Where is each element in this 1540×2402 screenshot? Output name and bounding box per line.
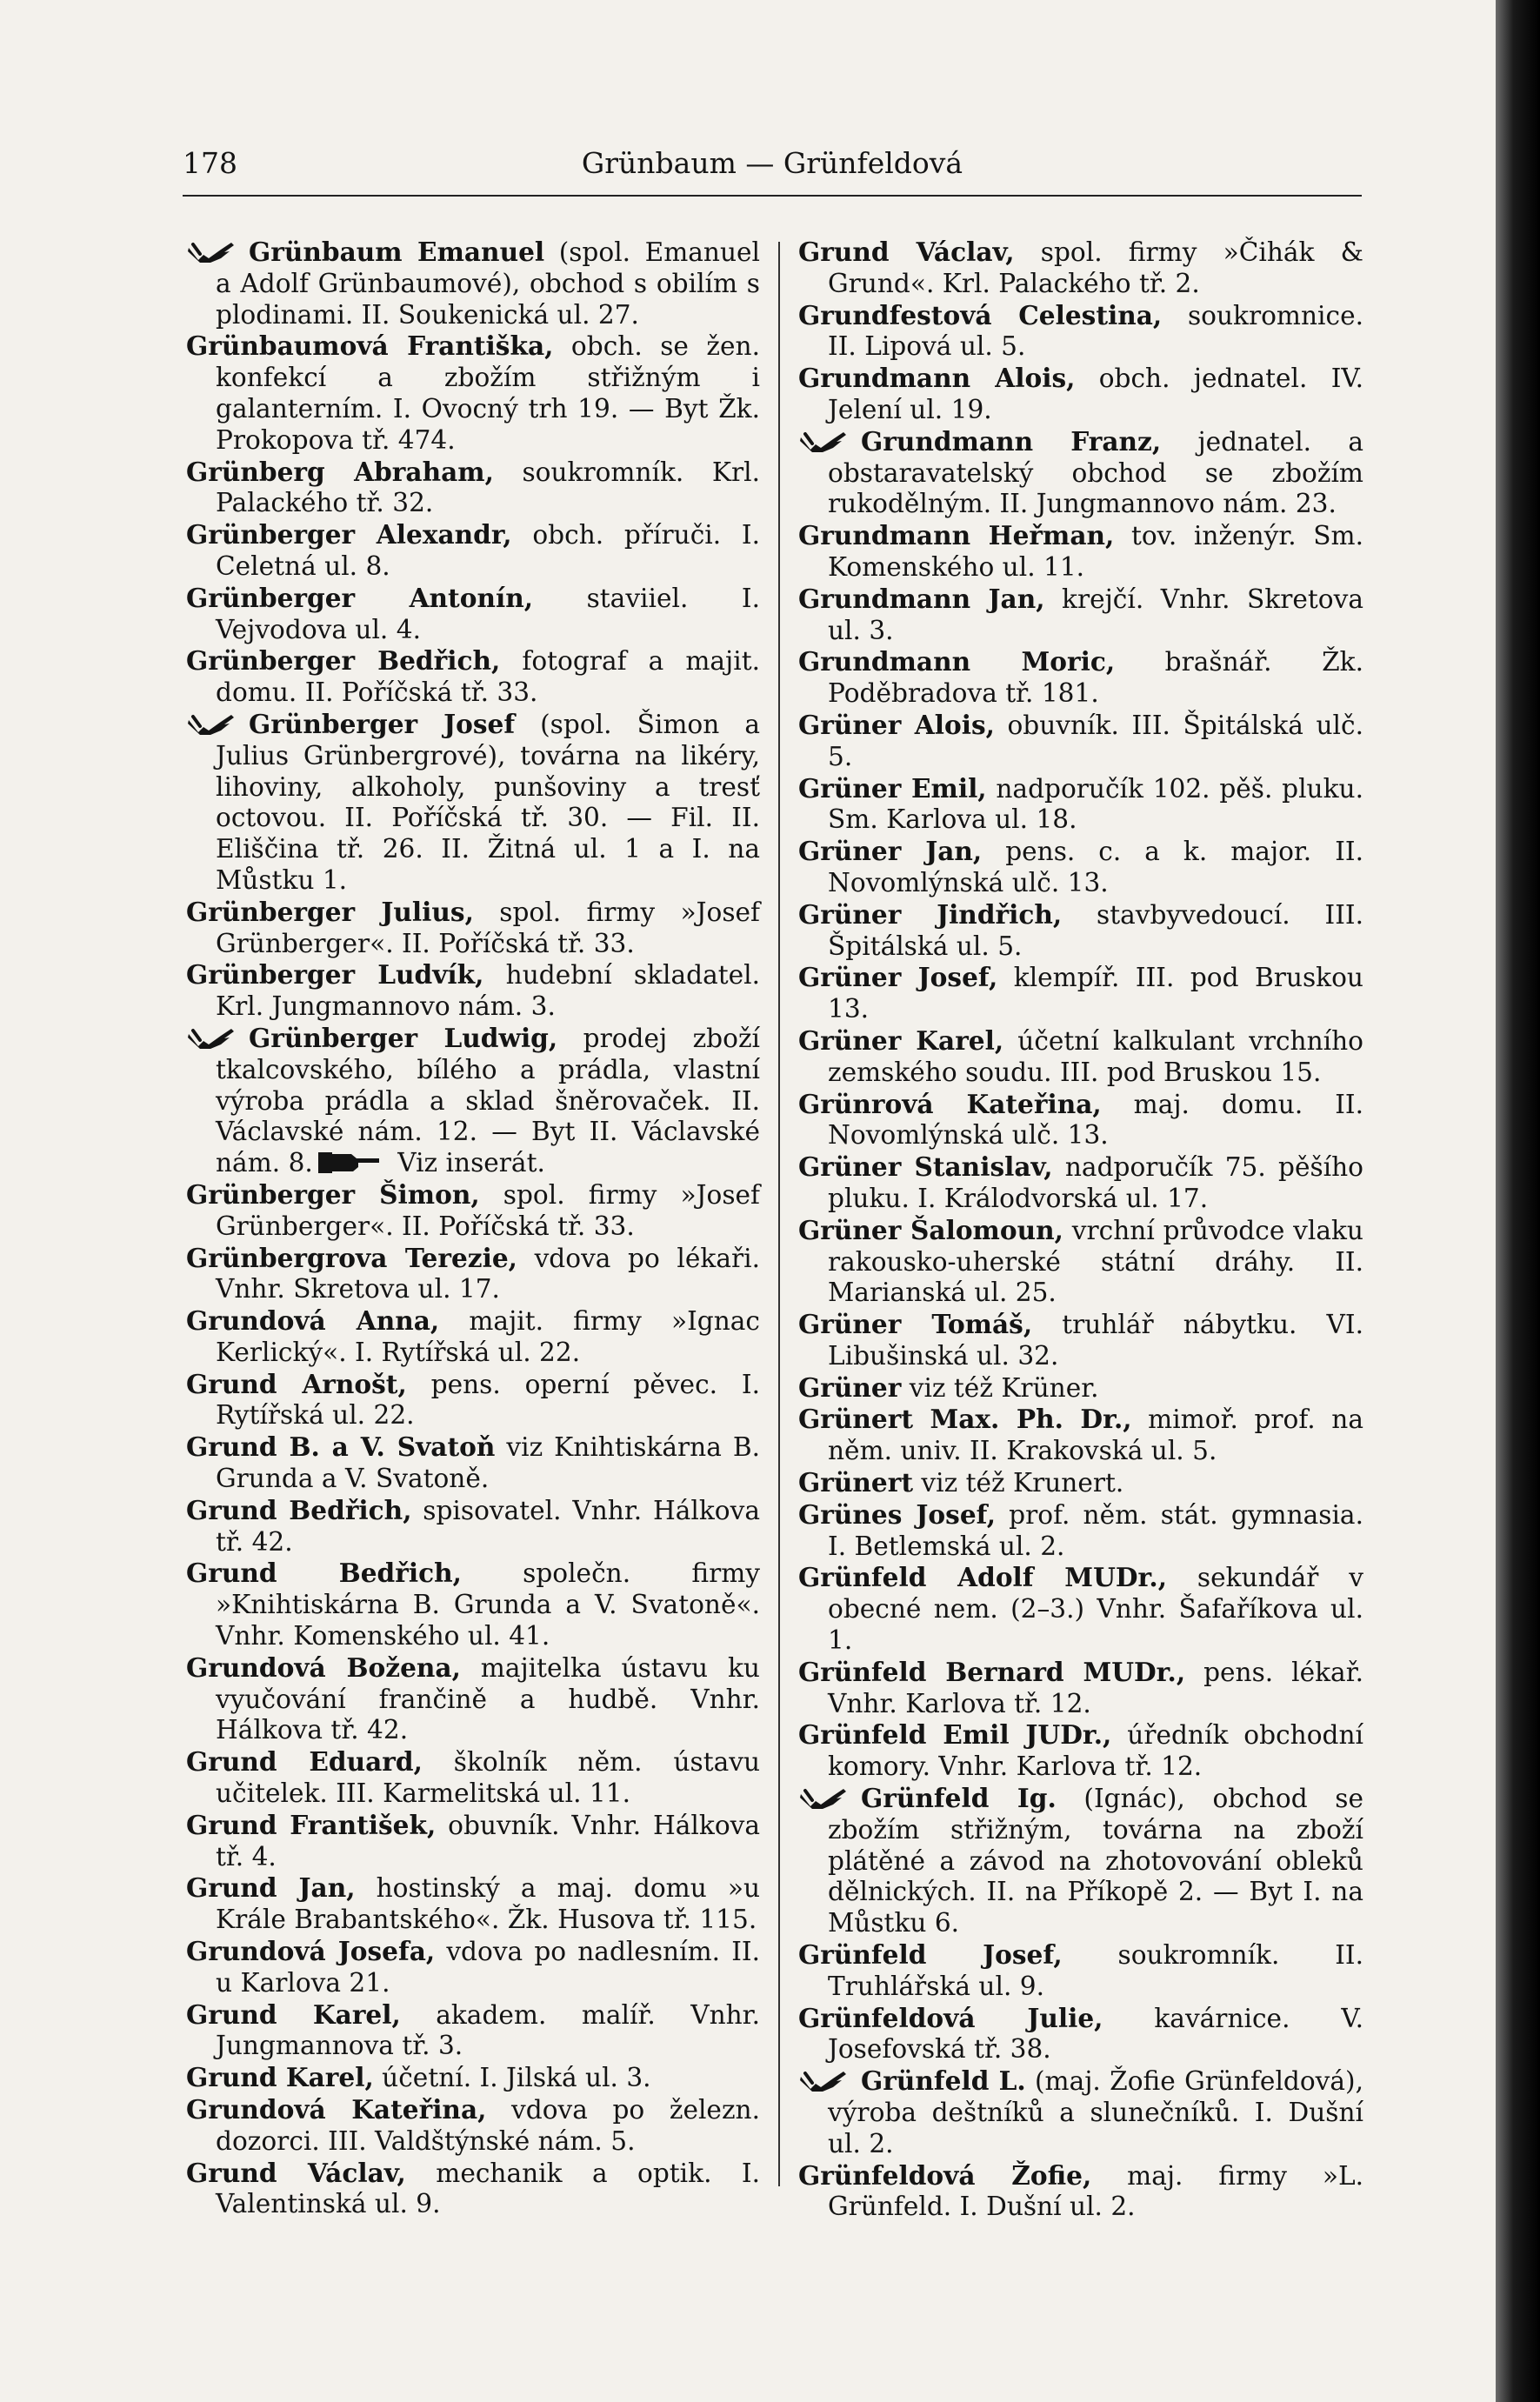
entry-details: prof. něm. stát. gymnasia. I. Betlemská ul. 2. — [828, 1499, 1363, 1561]
entry-name: Grünberger Bedřich, — [186, 645, 501, 677]
book-spine-shadow — [1496, 0, 1540, 2402]
entry-name: Grundová Božena, — [186, 1651, 461, 1683]
entry-name: Grund Eduard, — [186, 1746, 423, 1778]
entry-name: Grüner Tomáš, — [798, 1309, 1033, 1340]
entry-details: viz též Krüner. — [901, 1372, 1099, 1403]
entry-details: soukromnice. II. Lipová ul. 5. — [828, 300, 1363, 362]
directory-entry — [186, 1243, 760, 1306]
entry-details: soukromník. II. Truhlářská ul. 9. — [828, 1940, 1363, 2001]
directory-entry — [798, 1467, 1363, 1499]
entry-details: majit. firmy »Ignac Kerlický«. I. Rytířská ul. 22. — [216, 1306, 760, 1367]
directory-entry — [798, 2065, 1363, 2159]
entry-details: soukromník. Krl. Palackého tř. 32. — [216, 457, 761, 518]
entry-name: Grünberger Alexandr, — [186, 519, 512, 550]
entry-details: brašnář. Žk. Poděbradova tř. 181. — [828, 647, 1363, 709]
entry-name: Grünbaum Emanuel — [249, 237, 545, 267]
entry-details: nadporučík 75. pěšího pluku. I. Králodvorská ul. 17. — [828, 1152, 1363, 1213]
entry-details: fotograf a majit. domu. II. Poříčská tř. 33. — [216, 646, 760, 708]
entry-name: Grünfeldová Julie, — [798, 2002, 1103, 2033]
entry-details: spol. firmy »Josef Grünberger«. II. Poříčská tř. 33. — [216, 1179, 760, 1241]
entry-details: obch. příruči. I. Celetná ul. 8. — [216, 520, 760, 581]
directory-entry — [186, 897, 760, 960]
entry-details: společn. firmy »Knihtiskárna B. Grunda a V. Svatoně«. Vnhr. Komenského ul. 41. — [216, 1558, 760, 1651]
entry-name: Grundová Anna, — [186, 1305, 440, 1337]
entry-name: Grüner Emil, — [798, 772, 987, 804]
entry-details: pens. c. a k. major. II. Novomlýnská ulč. 13. — [828, 837, 1363, 897]
directory-entry — [186, 1179, 760, 1243]
entry-details: viz též Krunert. — [913, 1468, 1124, 1498]
directory-entry — [186, 519, 760, 583]
entry-details: nadporučík 102. pěš. pluku. Sm. Karlova ul. 18. — [828, 773, 1364, 835]
entry-name: Grünfeld L. — [861, 2065, 1026, 2097]
entry-details: obuvník. Vnhr. Hálkova tř. 4. — [216, 1810, 760, 1872]
entry-name: Grüner Šalomoun, — [798, 1214, 1063, 1245]
pointing-finger-icon — [317, 1151, 381, 1175]
entry-details: účetní kalkulant vrchního zemského soudu. III. pod Bruskou 15. — [828, 1025, 1364, 1087]
directory-entry — [798, 1372, 1363, 1405]
entry-name: Grundmann Jan, — [798, 583, 1045, 614]
directory-entry — [798, 1309, 1363, 1372]
directory-entry — [186, 1558, 760, 1651]
entry-details: vdova po železn. dozorci. III. Valdštýnské nám. 5. — [216, 2095, 761, 2156]
entry-name: Grüner Jan, — [798, 836, 983, 867]
entry-name: Grünert — [798, 1467, 913, 1498]
entry-details: (Ignác), obchod se zbožím střižným, továrna na zboží plátěné a závod na zhotovování obleků dělnických. II. na Příkopě 2. — Byt I. na Můstku 6. — [828, 1784, 1363, 1938]
inserat-reference: Viz inserát. — [389, 1148, 545, 1178]
directory-entry — [186, 709, 760, 897]
entry-details: obch. jednatel. IV. Jelení ul. 19. — [828, 364, 1363, 424]
entry-name: Grundfestová Celestina, — [798, 299, 1163, 330]
entry-details: spisovatel. Vnhr. Hálkova tř. 42. — [216, 1495, 760, 1557]
entry-details: mimoř. prof. na něm. univ. II. Krakovská ul. 5. — [828, 1405, 1363, 1466]
entry-name: Grüner Alois, — [798, 709, 995, 740]
pointing-hand-mark-icon — [798, 1785, 849, 1810]
directory-entry — [186, 1431, 760, 1495]
entry-details: viz Knihtiskárna B. Grunda a V. Svatoně. — [216, 1432, 760, 1494]
entry-details: krejčí. Vnhr. Skretova ul. 3. — [828, 584, 1363, 645]
entry-name: Grund Karel, — [186, 1998, 401, 2030]
entry-details: mechanik a optik. I. Valentinská ul. 9. — [216, 2158, 760, 2219]
directory-entry — [186, 1746, 760, 1810]
entry-details: maj. firmy »L. Grünfeld. I. Dušní ul. 2. — [828, 2160, 1364, 2222]
directory-entry — [186, 330, 760, 456]
entry-name: Grünberg Abraham, — [186, 456, 494, 487]
directory-entry — [186, 237, 760, 330]
entry-details: pens. operní pěvec. I. Rytířská ul. 22. — [216, 1369, 760, 1431]
directory-entry — [798, 1089, 1363, 1152]
directory-entry — [186, 1652, 760, 1746]
directory-entry — [798, 1404, 1363, 1467]
entry-name: Grünbaumová Františka, — [186, 330, 554, 362]
entry-details: (maj. Žofie Grünfeldová), výroba deštníků a slunečníků. I. Dušní ul. 2. — [828, 2066, 1363, 2158]
pointing-hand-mark-icon — [798, 2068, 849, 2092]
entry-name: Grünes Josef, — [798, 1498, 997, 1530]
directory-entry — [186, 1023, 760, 1179]
entry-details: staviiel. I. Vejvodova ul. 4. — [216, 583, 761, 644]
entry-name: Grünberger Ludwig, — [249, 1022, 558, 1053]
entry-name: Grüner Jindřich, — [798, 898, 1063, 930]
directory-entry — [186, 2062, 760, 2094]
entry-name: Grüner Stanislav, — [798, 1151, 1053, 1183]
directory-entry — [186, 645, 760, 709]
directory-entry — [798, 1562, 1363, 1656]
directory-entry — [798, 1025, 1363, 1089]
directory-entry — [798, 520, 1363, 584]
entry-details: kavárnice. V. Josefovská tř. 38. — [828, 2003, 1363, 2065]
entry-name: Grünberger Julius, — [186, 896, 474, 927]
entry-name: Grünfeld Emil JUDr., — [798, 1719, 1112, 1751]
entry-name: Grund Arnošt, — [186, 1368, 407, 1399]
entry-details: sekundář v obecné nem. (2–3.) Vnhr. Šafaříkova ul. 1. — [828, 1563, 1363, 1656]
directory-entry — [186, 1305, 760, 1369]
entry-name: Grünbergrova Terezie, — [186, 1242, 517, 1273]
entry-name: Grund Bedřich, — [186, 1558, 462, 1589]
pointing-hand-mark-icon — [186, 239, 237, 264]
directory-entry — [798, 584, 1363, 647]
directory-entry — [798, 237, 1363, 300]
entry-details: obch. se žen. konfekcí a zbožím střižným i galanterním. I. Ovocný trh 19. — Byt Žk. Prokopova tř. 474. — [216, 331, 761, 455]
entry-name: Grund Václav, — [186, 2157, 406, 2188]
directory-entry — [186, 2158, 760, 2221]
entry-name: Grundmann Alois, — [798, 363, 1076, 394]
directory-entry — [798, 836, 1363, 899]
entry-name: Grünert Max. Ph. Dr., — [798, 1404, 1132, 1435]
column-divider — [778, 242, 780, 2186]
entry-details: maj. domu. II. Novomlýnská ulč. 13. — [828, 1089, 1364, 1151]
entry-name: Grundmann Heřman, — [798, 520, 1115, 551]
directory-entry — [798, 363, 1363, 426]
directory-entry — [798, 426, 1363, 520]
directory-entry — [798, 1499, 1363, 1563]
directory-entry — [798, 646, 1363, 710]
entry-details: vdova po lékaři. Vnhr. Skretova ul. 17. — [216, 1243, 760, 1304]
pointing-hand-mark-icon — [798, 429, 849, 453]
entry-details: spol. firmy »Josef Grünberger«. II. Poříčská tř. 33. — [216, 897, 760, 958]
entry-name: Grüner Karel, — [798, 1024, 1004, 1056]
entry-details: stavbyvedoucí. III. Špitálská ul. 5. — [828, 899, 1363, 961]
directory-entry — [798, 773, 1363, 837]
entry-details: účetní. I. Jilská ul. 3. — [373, 2063, 651, 2093]
entry-name: Grünfeld Ig. — [861, 1783, 1057, 1814]
entry-name: Grünberger Josef — [249, 708, 516, 739]
entry-details: školník něm. ústavu učitelek. III. Karmelitská ul. 11. — [216, 1747, 761, 1809]
entry-name: Grünfeld Adolf MUDr., — [798, 1562, 1168, 1593]
pointing-hand-mark-icon — [186, 1025, 237, 1050]
entry-name: Grund Karel, — [186, 2062, 374, 2093]
entry-name: Grundová Josefa, — [186, 1936, 436, 1967]
directory-entry — [186, 959, 760, 1023]
entry-details: klempíř. III. pod Bruskou 13. — [828, 963, 1363, 1024]
entry-name: Grünfeld Josef, — [798, 1939, 1063, 1971]
right-column — [798, 237, 1363, 2223]
entry-name: Grund Jan, — [186, 1872, 356, 1904]
directory-entry — [186, 1369, 760, 1432]
directory-entry — [186, 1810, 760, 1873]
entry-details: hudební skladatel. Krl. Jungmannovo nám. 3. — [216, 960, 761, 1022]
entry-details: hostinský a maj. domu »u Krále Brabantského«. Žk. Husova tř. 115. — [216, 1873, 761, 1935]
directory-entry — [798, 300, 1363, 364]
directory-entry — [798, 1151, 1363, 1215]
directory-entry — [798, 1939, 1363, 2003]
directory-entry — [798, 1719, 1363, 1783]
entry-name: Grünrová Kateřina, — [798, 1088, 1102, 1119]
entry-details: tov. inženýr. Sm. Komenského ul. 11. — [828, 521, 1363, 582]
entry-details: (spol. Emanuel a Adolf Grünbaumové), obchod s obilím s plodinami. II. Soukenická ul. 27. — [216, 237, 760, 330]
directory-entry — [186, 457, 760, 520]
directory-entry — [186, 1936, 760, 1999]
directory-entry — [186, 1872, 760, 1936]
entry-details: vrchní průvodce vlaku rakousko-uherské státní dráhy. II. Marianská ul. 25. — [828, 1215, 1363, 1308]
entry-name: Grünfeld Bernard MUDr., — [798, 1656, 1186, 1687]
entry-details: spol. firmy »Čihák & Grund«. Krl. Palackého tř. 2. — [828, 237, 1363, 298]
entry-details: majitelka ústavu ku vyučování frančině a hudbě. Vnhr. Hálkova tř. 42. — [216, 1652, 760, 1745]
entry-details: vdova po nadlesním. II. u Karlova 21. — [216, 1937, 760, 1998]
directory-entry — [798, 962, 1363, 1025]
entry-name: Grünberger Ludvík, — [186, 959, 484, 991]
entry-name: Grünfeldová Žofie, — [798, 2159, 1092, 2191]
entry-name: Grünberger Šimon, — [186, 1178, 480, 1210]
left-column — [186, 237, 760, 2220]
entry-details: (spol. Šimon a Julius Grünbergrové), továrna na likéry, lihoviny, alkoholy, punšoviny a tresť octovou. II. Poříčská tř. 30. — Fil. II. Eliščina tř. 26. II. Žitná ul. 1 a I. na Můstku 1. — [216, 709, 760, 895]
entry-details: úředník obchodní komory. Vnhr. Karlova tř. 12. — [828, 1720, 1363, 1782]
directory-entry — [798, 899, 1363, 963]
directory-entry — [798, 1215, 1363, 1309]
entry-name: Grund Václav, — [798, 237, 1015, 267]
directory-entry — [186, 2094, 760, 2158]
pointing-hand-mark-icon — [186, 711, 237, 736]
directory-entry — [798, 2160, 1363, 2224]
entry-details: prodej zboží tkalcovského, bílého a prádla, vlastní výroba prádla a sklad šněrovaček. II. Václavské nám. 12. — Byt II. Václavské nám. 8. — [216, 1023, 761, 1178]
entry-details: akadem. malíř. Vnhr. Jungmannova tř. 3. — [216, 1999, 760, 2061]
directory-entry — [186, 1495, 760, 1558]
directory-entry — [798, 1783, 1363, 1939]
entry-name: Grüner — [798, 1371, 902, 1403]
directory-entry — [186, 1999, 760, 2063]
running-head: Grünbaum — Grünfeldová — [581, 146, 963, 180]
directory-entry — [186, 583, 760, 646]
page-number: 178 — [183, 146, 237, 180]
directory-entry — [798, 2003, 1363, 2066]
page-header — [183, 146, 1362, 197]
directory-entry — [798, 1657, 1363, 1720]
entry-name: Grüner Josef, — [798, 962, 998, 993]
entry-details: truhlář nábytku. VI. Libušinská ul. 32. — [828, 1310, 1363, 1371]
entry-name: Grundová Kateřina, — [186, 2094, 487, 2125]
entry-name: Grund Bedřich, — [186, 1494, 412, 1525]
entry-details: obuvník. III. Špitálská ulč. 5. — [828, 710, 1363, 771]
entry-name: Grundmann Franz, — [861, 425, 1162, 457]
directory-entry — [798, 710, 1363, 773]
entry-name: Grundmann Moric, — [798, 646, 1116, 677]
entry-name: Grund František, — [186, 1809, 437, 1840]
entry-details: jednatel. a obstaravatelský obchod se zbožím rukodělným. II. Jungmannovo nám. 23. — [828, 426, 1363, 519]
entry-name: Grund B. a V. Svatoň — [186, 1431, 496, 1463]
entry-details: pens. lékař. Vnhr. Karlova tř. 12. — [828, 1657, 1363, 1718]
entry-name: Grünberger Antonín, — [186, 582, 534, 613]
